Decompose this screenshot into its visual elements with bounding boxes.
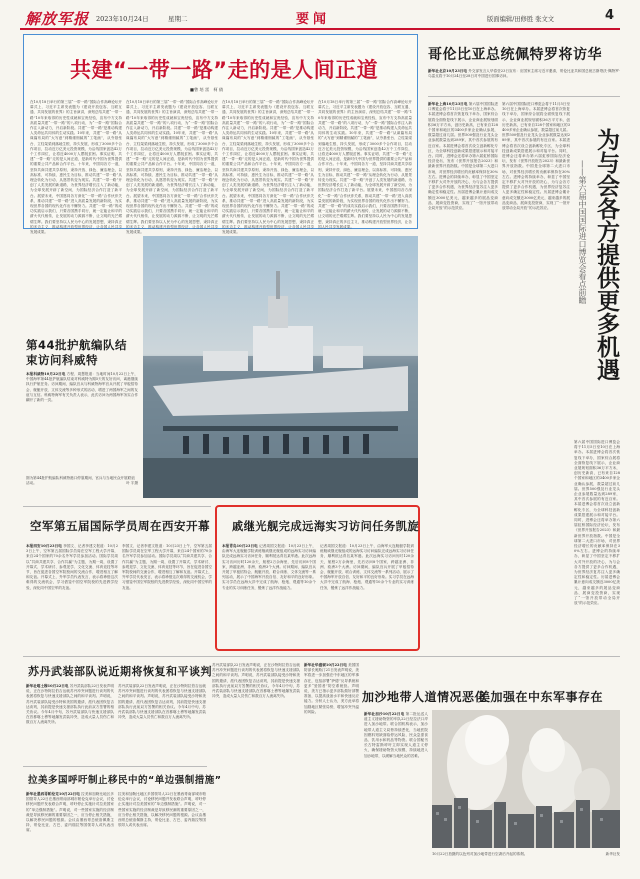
lamu-headline: 拉美多国呼吁制止移民中的“单边强制措施”: [28, 775, 222, 786]
usnavy-text: 美国国防部长奥斯汀21日发表声明说，美军将进一步加强在中东地区的军事存在，包括部署“萨德”反导系统和更多“爱国者”防空系统营。声明说，美方已指示更多部队做好部署准备，以提高战备水平和快速反应能力。分析人士认为，美方此举将加剧地区紧张局势，增加冲突外溢的风险。: [304, 663, 359, 714]
colombia-divider: [428, 96, 620, 97]
gaza-body-col-1: [364, 712, 428, 874]
forum-dateline: 新华社上海10月23日电: [428, 102, 468, 106]
forum-headline: 为与会各方提供更多机遇: [593, 128, 619, 381]
main-byline: ■曾 培 雷 柯 倩: [190, 87, 224, 92]
gaza-text: 第二批运送人道主义援助物资的车队22日经拉法口岸进入加沙地带。联合国机构表示，加沙地带人道主义局势持续恶化，当地医院因燃料短缺面临停运风险，民众急需食品、饮用水和药品等物资。联合国秘书长古特雷斯呼吁立即实现人道主义停火，确保援助物资大规模、持续地进入加沙地带，以缓解当地民众的苦难。: [364, 712, 428, 758]
academy-text: 李国文、记者李建文报道：10月23日上午，空军第五届国际学员周在空军工程大学开幕，来自24个国家的70余名外军学员参加活动。国际学员周以“共商共建共享、合作共赢”为主题，为期一周，设置了开幕式、学术研讨、参观见学、文化交流、体育竞技等环节，旨在促进各国空军院校间的交流合作，增进相互了解和友谊。开幕式上，外军学员代表发言，表示将珍惜这次难得的交流机会，学习借鉴中国空军院校的先进教学经验，深化同中国空军的友谊。: [26, 544, 118, 590]
ship-caption-text: 图为第44批护航编队科威特港口停靠期间，官兵与当地民众开展联谊活动。: [26, 476, 135, 485]
highlight-dateline: 本报青岛10月23日电: [222, 544, 258, 548]
masthead-logo: 解放军报: [25, 10, 90, 28]
academy-dateline: 本报西安10月23日电: [26, 544, 62, 548]
colombia-text: 外交部发言人华春莹23日宣布：应国家主席习近平邀请，哥伦比亚共和国总统古斯塔沃·佩特罗·乌雷戈将于10月24日至28日对中国进行国事访问。: [428, 69, 620, 79]
sudan-headline: 苏丹武装部队说近期将恢复和平谈判: [28, 665, 212, 678]
main-body-col-2: 在10月18日举行的第三届“一带一路”国际合作高峰论坛开幕式上，习近平主席发表题为《建设开放包容、互联互通、共同发展的世界》的主旨演讲，深刻总结共建“一带一路”10年来取得的历史性成就和宝贵经验，宣布中方支持高质量共建“一带一路”的八项行动，为“一带一路”国际合作注入新动力，开启新阶段。共建“一带一路”是推动构建人类命运共同体的生动实践。10年来，共建“一带一路”从谋篇布局的“大写意”到精谨细腻的“工笔画”，从夯基垒台、立柱架梁到落地生根、持久发展，形成了3000多个合作项目，拉动近万亿美元投资规模，为沿线国家创造42万个工作岗位，让将近4000万人摆脱贫困。事实证明，共建“一带一路”走的是人间正道，是新时代中国为世界提供的重要公共产品和合作平台。十年来，中国同各方一道，坚持共商共建共享原则，秉持开放、绿色、廉洁理念，以高标准、可持续、惠民生为目标，推动共建“一带一路”从理念转化为行动、从愿景转变为现实。共建“一带一路”开创了人类发展的新道路，为世界经济增长注入了新动能，为全球发展开辟了新空间，为国际经济合作打造了新平台。展望未来，中国愿同各方深化“一带一路”合作伙伴关系，推动共建“一带一路”进入高质量发展的新阶段，为实现世界各国的现代化作出不懈努力。共建“一带一路”的成功实践启示我们，只要各国携手同行，就一定能让和平的薪火代代相传，让发展的动力源源不断，让文明的光芒熠熠生辉。我们要坚持以人民为中心的发展思想，秉持真正的多边主义，推动构建开放型世界经济，让各国人民共享发展成果。: [126, 100, 218, 235]
usnavy-headline: 美加强在中东军事存在: [478, 690, 604, 704]
main-body-col-4: 在10月18日举行的第三届“一带一路”国际合作高峰论坛开幕式上，习近平主席发表题为《建设开放包容、互联互通、共同发展的世界》的主旨演讲，深刻总结共建“一带一路”10年来取得的历史性成就和宝贵经验，宣布中方支持高质量共建“一带一路”的八项行动，为“一带一路”国际合作注入新动力，开启新阶段。共建“一带一路”是推动构建人类命运共同体的生动实践。10年来，共建“一带一路”从谋篇布局的“大写意”到精谨细腻的“工笔画”，从夯基垒台、立柱架梁到落地生根、持久发展，形成了3000多个合作项目，拉动近万亿美元投资规模，为沿线国家创造42万个工作岗位，让将近4000万人摆脱贫困。事实证明，共建“一带一路”走的是人间正道，是新时代中国为世界提供的重要公共产品和合作平台。十年来，中国同各方一道，坚持共商共建共享原则，秉持开放、绿色、廉洁理念，以高标准、可持续、惠民生为目标，推动共建“一带一路”从理念转化为行动、从愿景转变为现实。共建“一带一路”开创了人类发展的新道路，为世界经济增长注入了新动能，为全球发展开辟了新空间，为国际经济合作打造了新平台。展望未来，中国愿同各方深化“一带一路”合作伙伴关系，推动共建“一带一路”进入高质量发展的新阶段，为实现世界各国的现代化作出不懈努力。共建“一带一路”的成功实践启示我们，只要各国携手同行，就一定能让和平的薪火代代相传，让发展的动力源源不断，让文明的光芒熠熠生辉。我们要坚持以人民为中心的发展思想，秉持真正的多边主义，推动构建开放型世界经济，让各国人民共享发展成果。: [318, 100, 412, 229]
page-number: 4: [605, 8, 615, 23]
sudan-body-col-2: 苏丹武装部队22日发表声明说，正在沙特阿拉伯吉达就苏丹冲突问题进行谈判的代表团将恢复与快速支援部队之间的和平谈判。声明说，苏丹武装部队接受沙特和美国的邀请，派代表团恢复吉达谈判，其前提是快速支援部队执行此前双方签署的相关协议。今年4月中旬，苏丹武装部队与快速支援部队在首都喀土穆等地爆发武装冲突，造成大量人员伤亡和数百万人流离失所。: [118, 684, 206, 720]
usnavy-dateline: 新华社华盛顿10月22日电: [304, 663, 347, 667]
ship-photo: [143, 236, 418, 498]
ship-photo-image: [143, 236, 418, 498]
forum-body-col-1: [428, 102, 498, 588]
lamu-body-col-1: [26, 792, 114, 874]
forum-subheadline: ——第六届中国国际进口博览会看点前瞻: [578, 160, 587, 304]
academy-headline: 空军第五届国际学员周在西安开幕: [30, 519, 210, 533]
ship-dateline: 本报科威特10月22日电: [26, 372, 66, 376]
colombia-body: [428, 69, 620, 91]
sudan-text: 苏丹武装部队22日发表声明说，正在沙特阿拉伯吉达就苏丹冲突问题进行谈判的代表团将恢复与快速支援部队之间的和平谈判。声明说，苏丹武装部队接受沙特和美国的邀请，派代表团恢复吉达谈判，其前提是快速支援部队执行此前双方签署的相关协议。今年4月中旬，苏丹武装部队与快速支援部队在首都喀土穆等地爆发武装冲突，造成大量人员伤亡和数百万人流离失所。: [26, 684, 114, 725]
ship-photo-credit: 叶 宇摄: [126, 481, 138, 485]
highlight-text: 记者周国文报道：10月23日上午，由海军大连舰艇学院训练舰戚继光舰组成的远海实习访问编队完成远海实习访问任务，顺利抵达青岛某军港。此次远海实习访问历时120余天，航程2万余海里，先后访问8个国家，跨越亚洲、非洲、欧洲3个大洲。访问期间，编队官兵开展了甲板招待会、舰艇开放、联合训练、文体交流等一系列活动，展示了中国海军开放自信、友好和平的良好形象。实习学员在远海大洋中完成了航海、枪炮、观通等10余个专业的实习训练任务，锻炼了远洋作战能力。: [222, 544, 316, 590]
academy-divider: [23, 506, 211, 507]
lamu-body-col-2: 拉美和加勒比地区多国领导人22日在墨西哥南部城市帕伦克举行会议，讨论移民问题并发表联合声明，呼吁停止实施针对拉美国家的“单边强制措施”。声明说，对一些国家实施的经济制裁是导致移民潮的重要原因之一，应当停止相关措施，以解决移民问题的根源。会议由墨西哥总统洛佩斯主持，哥伦比亚、古巴、委内瑞拉等国领导人或代表出席。: [118, 792, 206, 828]
sudan-body-col-3: 苏丹武装部队22日发表声明说，正在沙特阿拉伯吉达就苏丹冲突问题进行谈判的代表团将恢复与快速支援部队之间的和平谈判。声明说，苏丹武装部队接受沙特和美国的邀请，派代表团恢复吉达谈判，其前提是快速支援部队执行此前双方签署的相关协议。今年4月中旬，苏丹武装部队与快速支援部队在首都喀土穆等地爆发武装冲突，造成大量人员伤亡和数百万人流离失所。: [212, 663, 300, 699]
section-title: 要闻: [296, 12, 331, 27]
highlight-headline: 戚继光舰完成远海实习访问任务凯旋: [232, 520, 420, 533]
smoke-caption-text: 10月22日拍摄的以色列对加沙地带进行空袭后升起的浓烟。: [432, 852, 528, 856]
smoke-photo-caption: [432, 852, 620, 857]
ship-text: 方程、周慧报道：当地时间10月22日上午，中国海军第44批护航编队结束对科威特为期5天的友好访问，离港继续执行护航任务。访问期间，编队官兵与科威特海军官兵开展了甲板招待会、舰艇开放、文体交流等多种形式的活动，增进了两国海军之间的友谊与互信。科威特海军有关负责人表示，此次访问为两国海军务实合作翻开了新的一页。: [26, 372, 138, 403]
usnavy-body-col-1: [304, 663, 359, 873]
masthead-date: 2023年10月24日: [96, 15, 149, 23]
sudan-dateline: 新华社喀土穆10月22日电: [26, 684, 69, 688]
highlight-body-col-2: 记者周国文报道：10月23日上午，由海军大连舰艇学院训练舰戚继光舰组成的远海实习访问编队完成远海实习访问任务，顺利抵达青岛某军港。此次远海实习访问历时120余天，航程2万余海里，先后访问8个国家，跨越亚洲、非洲、欧洲3个大洲。访问期间，编队官兵开展了甲板招待会、舰艇开放、联合训练、文体交流等一系列活动，展示了中国海军开放自信、友好和平的良好形象。实习学员在远海大洋中完成了航海、枪炮、观通等10余个专业的实习训练任务，锻炼了远洋作战能力。: [320, 544, 414, 590]
masthead-divider: [20, 28, 620, 30]
masthead: [0, 0, 640, 30]
ship-headline: 第44批护航编队结束访问科威特: [26, 338, 128, 367]
academy-body-col-1: [26, 544, 118, 644]
smoke-photo-image: [432, 710, 620, 848]
lower-divider: [23, 656, 620, 657]
main-body-col-1: 在10月18日举行的第三届“一带一路”国际合作高峰论坛开幕式上，习近平主席发表题为《建设开放包容、互联互通、共同发展的世界》的主旨演讲，深刻总结共建“一带一路”10年来取得的历史性成就和宝贵经验，宣布中方支持高质量共建“一带一路”的八项行动，为“一带一路”国际合作注入新动力，开启新阶段。共建“一带一路”是推动构建人类命运共同体的生动实践。10年来，共建“一带一路”从谋篇布局的“大写意”到精谨细腻的“工笔画”，从夯基垒台、立柱架梁到落地生根、持久发展，形成了3000多个合作项目，拉动近万亿美元投资规模，为沿线国家创造42万个工作岗位，让将近4000万人摆脱贫困。事实证明，共建“一带一路”走的是人间正道，是新时代中国为世界提供的重要公共产品和合作平台。十年来，中国同各方一道，坚持共商共建共享原则，秉持开放、绿色、廉洁理念，以高标准、可持续、惠民生为目标，推动共建“一带一路”从理念转化为行动、从愿景转变为现实。共建“一带一路”开创了人类发展的新道路，为世界经济增长注入了新动能，为全球发展开辟了新空间，为国际经济合作打造了新平台。展望未来，中国愿同各方深化“一带一路”合作伙伴关系，推动共建“一带一路”进入高质量发展的新阶段，为实现世界各国的现代化作出不懈努力。共建“一带一路”的成功实践启示我们，只要各国携手同行，就一定能让和平的薪火代代相传，让发展的动力源源不断，让文明的光芒熠熠生辉。我们要坚持以人民为中心的发展思想，秉持真正的多边主义，推动构建开放型世界经济，让各国人民共享发展成果。: [30, 100, 122, 235]
smoke-photo-credit: 新华社发: [605, 852, 620, 856]
main-headline: 共建“一带一路”走的是人间正道: [70, 58, 379, 82]
masthead-weekday: 星期二: [168, 15, 188, 23]
gaza-headline: 加沙地带人道情况恶化: [362, 690, 488, 704]
colombia-dateline: 新华社北京10月23日电: [428, 69, 468, 73]
sudan-body-col-1: [26, 684, 114, 762]
forum-text: 第六届中国国际进口博览会将于11月5日至10日在上海举办。本届进博会将首次恢复线下举办，国家综合展将全面恢复线下展示，企业商业展规划面积36万平方米，创历史新高，已有来自128个国家和地区的3400多家企业确认参展，数量超过前几届。世界500强及行业龙头企业参展数量达到289家，其中首次参展的有近百家。本届进博会将首次设立创新孵化专区，为全球科技创新成果搭建展示和对接平台。同时，进博会还将举办第六届虹桥国际经济论坛，发布《世界开放报告2023》和最新世界开放指数。中国是全球第二大进口市场，对世界经济增长的贡献率保持在30%左右。进博会的持续举办，彰显了中国坚定不移扩大对外开放的决心，为与会各方提供了更多合作机遇，为世界经济复苏注入更多确定性和稳定性。历届进博会累计意向成交额近3000亿美元，越来越多的展品变商品、展商变投资商，实现了“一馆开放带动全局开放”的示范效应。: [428, 102, 498, 211]
ship-body: [26, 372, 138, 474]
main-body-col-3: 在10月18日举行的第三届“一带一路”国际合作高峰论坛开幕式上，习近平主席发表题为《建设开放包容、互联互通、共同发展的世界》的主旨演讲，深刻总结共建“一带一路”10年来取得的历史性成就和宝贵经验，宣布中方支持高质量共建“一带一路”的八项行动，为“一带一路”国际合作注入新动力，开启新阶段。共建“一带一路”是推动构建人类命运共同体的生动实践。10年来，共建“一带一路”从谋篇布局的“大写意”到精谨细腻的“工笔画”，从夯基垒台、立柱架梁到落地生根、持久发展，形成了3000多个合作项目，拉动近万亿美元投资规模，为沿线国家创造42万个工作岗位，让将近4000万人摆脱贫困。事实证明，共建“一带一路”走的是人间正道，是新时代中国为世界提供的重要公共产品和合作平台。十年来，中国同各方一道，坚持共商共建共享原则，秉持开放、绿色、廉洁理念，以高标准、可持续、惠民生为目标，推动共建“一带一路”从理念转化为行动、从愿景转变为现实。共建“一带一路”开创了人类发展的新道路，为世界经济增长注入了新动能，为全球发展开辟了新空间，为国际经济合作打造了新平台。展望未来，中国愿同各方深化“一带一路”合作伙伴关系，推动共建“一带一路”进入高质量发展的新阶段，为实现世界各国的现代化作出不懈努力。共建“一带一路”的成功实践启示我们，只要各国携手同行，就一定能让和平的薪火代代相传，让发展的动力源源不断，让文明的光芒熠熠生辉。我们要坚持以人民为中心的发展思想，秉持真正的多边主义，推动构建开放型世界经济，让各国人民共享发展成果。: [222, 100, 314, 235]
lamu-text: 拉美和加勒比地区多国领导人22日在墨西哥南部城市帕伦克举行会议，讨论移民问题并发表联合声明，呼吁停止实施针对拉美国家的“单边强制措施”。声明说，对一些国家实施的经济制裁是导致移民潮的重要原因之一，应当停止相关措施，以解决移民问题的根源。会议由墨西哥总统洛佩斯主持，哥伦比亚、古巴、委内瑞拉等国领导人或代表出席。: [26, 792, 114, 833]
colombia-headline: 哥伦比亚总统佩特罗将访华: [428, 47, 602, 63]
smoke-photo: [432, 710, 620, 848]
forum-body-col-3: 第六届中国国际进口博览会将于11月5日至10日在上海举办。本届进博会将首次恢复线下举办，国家综合展将全面恢复线下展示，企业商业展规划面积36万平方米，创历史新高，已有来自128个国家和地区的3400多家企业确认参展，数量超过前几届。世界500强及行业龙头企业参展数量达到289家，其中首次参展的有近百家。本届进博会将首次设立创新孵化专区，为全球科技创新成果搭建展示和对接平台。同时，进博会还将举办第六届虹桥国际经济论坛，发布《世界开放报告2023》和最新世界开放指数。中国是全球第二大进口市场，对世界经济增长的贡献率保持在30%左右。进博会的持续举办，彰显了中国坚定不移扩大对外开放的决心，为与会各方提供了更多合作机遇，为世界经济复苏注入更多确定性和稳定性。历届进博会累计意向成交额近3000亿美元，越来越多的展品变商品、展商变投资商，实现了“一馆开放带动全局开放”的示范效应。: [574, 440, 620, 606]
masthead-editors: 版面编辑/田修胜 张文文: [487, 16, 555, 23]
lamu-dateline: 新华社墨西哥帕伦克10月22日电: [26, 792, 80, 796]
gaza-dateline: 新华社加沙10月22日电: [364, 712, 405, 716]
lamu-divider: [23, 766, 207, 767]
academy-body-col-2: 李国文、记者李建文报道：10月23日上午，空军第五届国际学员周在空军工程大学开幕，来自24个国家的70余名外军学员参加活动。国际学员周以“共商共建共享、合作共赢”为主题，为期一周，设置了开幕式、学术研讨、参观见学、文化交流、体育竞技等环节，旨在促进各国空军院校间的交流合作，增进相互了解和友谊。开幕式上，外军学员代表发言，表示将珍惜这次难得的交流机会，学习借鉴中国空军院校的先进教学经验，深化同中国空军的友谊。: [122, 544, 212, 590]
forum-body-col-2: 第六届中国国际进口博览会将于11月5日至10日在上海举办。本届进博会将首次恢复线下举办，国家综合展将全面恢复线下展示，企业商业展规划面积36万平方米，创历史新高，已有来自128个国家和地区的3400多家企业确认参展，数量超过前几届。世界500强及行业龙头企业参展数量达到289家，其中首次参展的有近百家。本届进博会将首次设立创新孵化专区，为全球科技创新成果搭建展示和对接平台。同时，进博会还将举办第六届虹桥国际经济论坛，发布《世界开放报告2023》和最新世界开放指数。中国是全球第二大进口市场，对世界经济增长的贡献率保持在30%左右。进博会的持续举办，彰显了中国坚定不移扩大对外开放的决心，为与会各方提供了更多合作机遇，为世界经济复苏注入更多确定性和稳定性。历届进博会累计意向成交额近3000亿美元，越来越多的展品变商品、展商变投资商，实现了“一馆开放带动全局开放”的示范效应。: [502, 102, 570, 211]
highlight-body-col-1: [222, 544, 316, 644]
ship-photo-caption: [26, 476, 138, 486]
